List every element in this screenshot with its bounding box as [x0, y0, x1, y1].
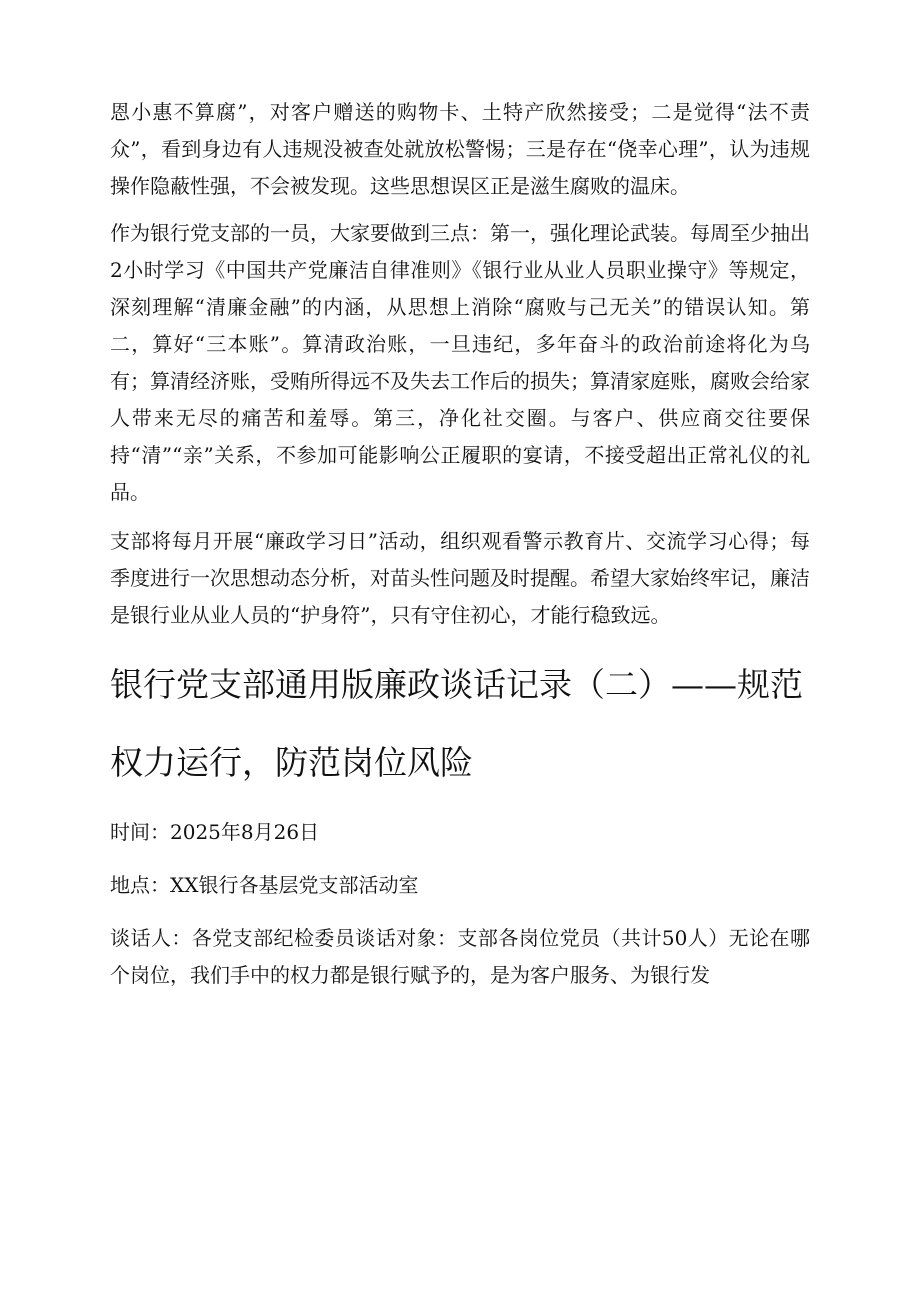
paragraph-thought-misconceptions: 恩小惠不算腐”，对客户赠送的购物卡、土特产欣然接受；二是觉得“法不责众”，看到身边有人违规没被查处就放松警惕；三是存在“侥幸心理”，认为违规操作隐蔽性强，不会被发现。这些思想误区正是滋生腐败的温床。	[110, 100, 810, 198]
paragraph-branch-activities: 支部将每月开展“廉政学习日”活动，组织观看警示教育片、交流学习心得；每季度进行一次思想动态分析，对苗头性问题及时提醒。希望大家始终牢记，廉洁是银行业从业人员的“护身符”，只有守住初心，才能行稳致远。	[110, 529, 810, 627]
paragraph-speaker-intro: 谈话人：各党支部纪检委员谈话对象：支部各岗位党员（共计50人）无论在哪个岗位，我们手中的权力都是银行赋予的，是为客户服务、为银行发	[110, 926, 810, 987]
section-heading: 银行党支部通用版廉政谈话记录（二）——规范权力运行，防范岗位风险	[110, 665, 803, 782]
document-body	[110, 94, 810, 994]
meeting-time: 时间：2025年8月26日	[110, 820, 320, 844]
meeting-place: 地点：XX银行各基层党支部活动室	[110, 873, 419, 897]
paragraph-three-requirements: 作为银行党支部的一员，大家要做到三点：第一，强化理论武装。每周至少抽出2小时学习《中国共产党廉洁自律准则》《银行业从业人员职业操守》等规定，深刻理解“清廉金融”的内涵，从思想上消除“腐败与己无关”的错误认知。第二，算好“三本账”。算清政治账，一旦违纪，多年奋斗的政治前途将化为乌有；算清经济账，受贿所得远不及失去工作后的损失；算清家庭账，腐败会给家人带来无尽的痛苦和羞辱。第三，净化社交圈。与客户、供应商交往要保持“清”“亲”关系，不参加可能影响公正履职的宴请，不接受超出正常礼仪的礼品。	[110, 221, 810, 504]
